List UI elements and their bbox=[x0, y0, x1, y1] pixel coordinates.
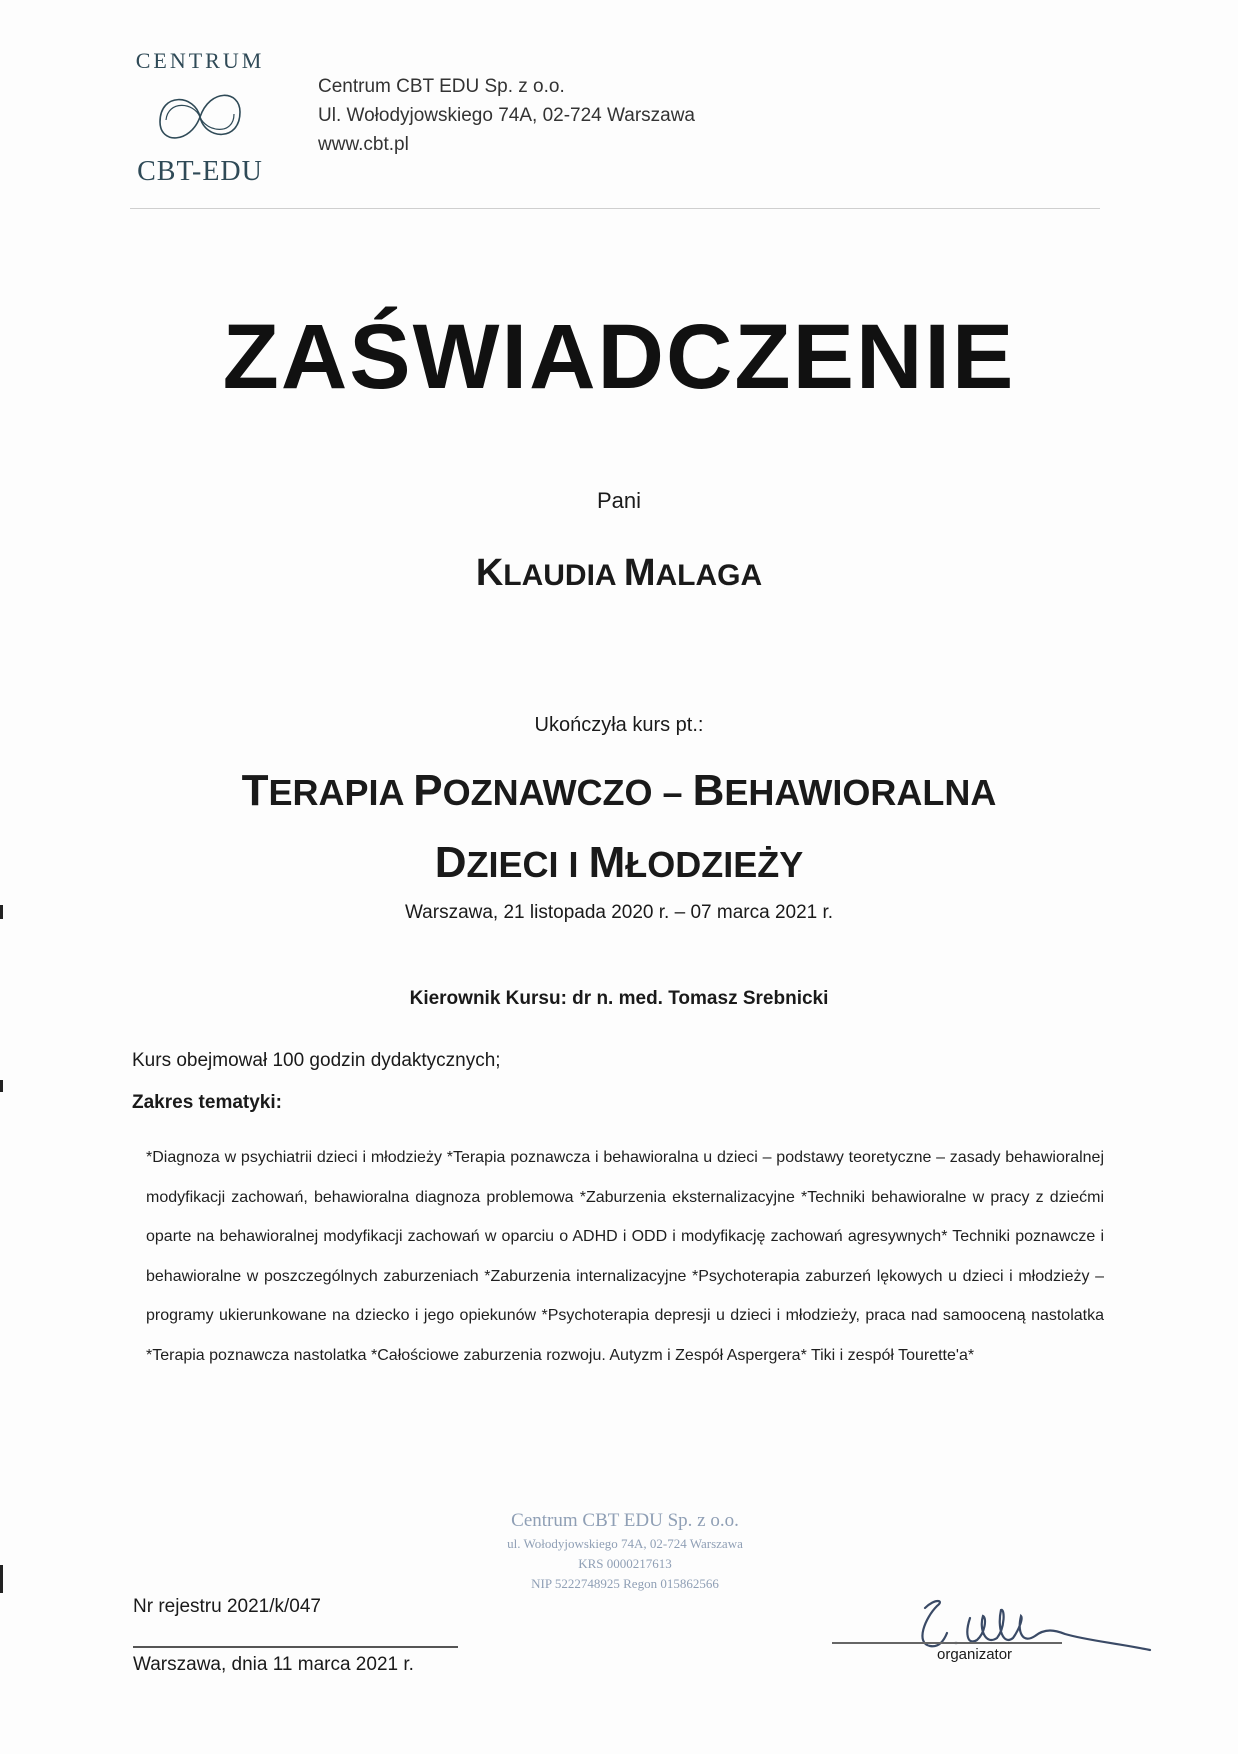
logo-text-top: CENTRUM bbox=[135, 48, 265, 73]
scan-edge-mark bbox=[0, 1565, 3, 1593]
infinity-logo-icon bbox=[150, 82, 250, 152]
scope-label: Zakres tematyki: bbox=[132, 1092, 282, 1113]
course-word: ERAPIA bbox=[268, 772, 414, 813]
logo-text-bottom: CBT-EDU bbox=[137, 156, 263, 187]
company-logo bbox=[125, 48, 275, 188]
registry-number: Nr rejestru 2021/k/047 bbox=[133, 1596, 321, 1617]
course-word: ŁODZIEŻY bbox=[625, 844, 804, 885]
completed-label: Ukończyła kurs pt.: bbox=[534, 714, 704, 736]
surname-rest: ALAGA bbox=[655, 559, 763, 592]
recipient-name bbox=[0, 552, 1238, 595]
stamp-line: ul. Wołodyjowskiego 74A, 02-724 Warszawa bbox=[507, 1536, 743, 1551]
name-initial: K bbox=[475, 552, 504, 594]
course-title-line1 bbox=[0, 766, 1238, 816]
company-website: www.cbt.pl bbox=[318, 134, 409, 155]
issue-date: Warszawa, dnia 11 marca 2021 r. bbox=[133, 1654, 414, 1675]
company-name: Centrum CBT EDU Sp. z o.o. bbox=[318, 76, 565, 97]
header-divider bbox=[130, 208, 1100, 209]
course-initial: B bbox=[692, 766, 725, 815]
name-rest: LAUDIA bbox=[503, 559, 616, 592]
stamp-line: KRS 0000217613 bbox=[578, 1556, 672, 1571]
course-initial: D bbox=[434, 838, 467, 887]
course-word: ZIECI I bbox=[466, 844, 589, 885]
course-initial: P bbox=[413, 766, 443, 815]
course-title-line2 bbox=[0, 838, 1238, 888]
company-info bbox=[318, 72, 695, 159]
course-word: EHAWIORALNA bbox=[724, 772, 997, 813]
company-address: Ul. Wołodyjowskiego 74A, 02-724 Warszawa bbox=[318, 105, 696, 126]
company-stamp bbox=[470, 1510, 780, 1592]
signature-line bbox=[832, 1642, 1062, 1644]
salutation: Pani bbox=[596, 488, 642, 513]
course-hours: Kurs obejmował 100 godzin dydaktycznych; bbox=[132, 1050, 501, 1071]
course-initial: M bbox=[588, 838, 626, 887]
course-initial: T bbox=[241, 766, 269, 815]
course-dates: Warszawa, 21 listopada 2020 r. – 07 marca 2021 r. bbox=[404, 902, 834, 923]
date-divider bbox=[133, 1646, 458, 1648]
document-title: ZAŚWIADCZENIE bbox=[222, 306, 1016, 408]
scan-edge-mark bbox=[0, 905, 3, 919]
stamp-line: NIP 5222748925 Regon 015862566 bbox=[531, 1576, 719, 1591]
course-word: OZNAWCZO – bbox=[442, 772, 693, 813]
organizer-label: organizator bbox=[937, 1646, 1013, 1663]
surname-initial: M bbox=[623, 552, 656, 594]
stamp-line: Centrum CBT EDU Sp. z o.o. bbox=[511, 1510, 739, 1531]
topics-paragraph: *Diagnoza w psychiatrii dzieci i młodzieży *Terapia poznawcza i behawioralna u dzieci – podstawy teoretyczne – zasady behawioralnej modyfikacji zachowań, behawioralna diagnoza problemowa *Zaburzenia eksternalizacyjne *Techniki behawioralne w pracy z dziećmi oparte na behawioralnej modyfikacji zachowań w oparciu o ADHD i ODD i modyfikację zachowań agresywnych* Techniki poznawcze i behawioralne w poszczególnych zaburzeniach *Zaburzenia internalizacyjne *Psychoterapia zaburzeń lękowych u dzieci i młodzieży – programy ukierunkowane na dziecko i jego opiekunów *Psychoterapia depresji u dzieci i młodzieży, praca nad samooceną nastolatka *Terapia poznawcza nastolatka *Całościowe zaburzenia rozwoju. Autyzm i Zespół Aspergera* Tiki i zespół Tourette'a* bbox=[146, 1149, 1104, 1364]
scan-edge-mark bbox=[0, 1080, 3, 1092]
course-director: Kierownik Kursu: dr n. med. Tomasz Srebnicki bbox=[409, 988, 829, 1009]
